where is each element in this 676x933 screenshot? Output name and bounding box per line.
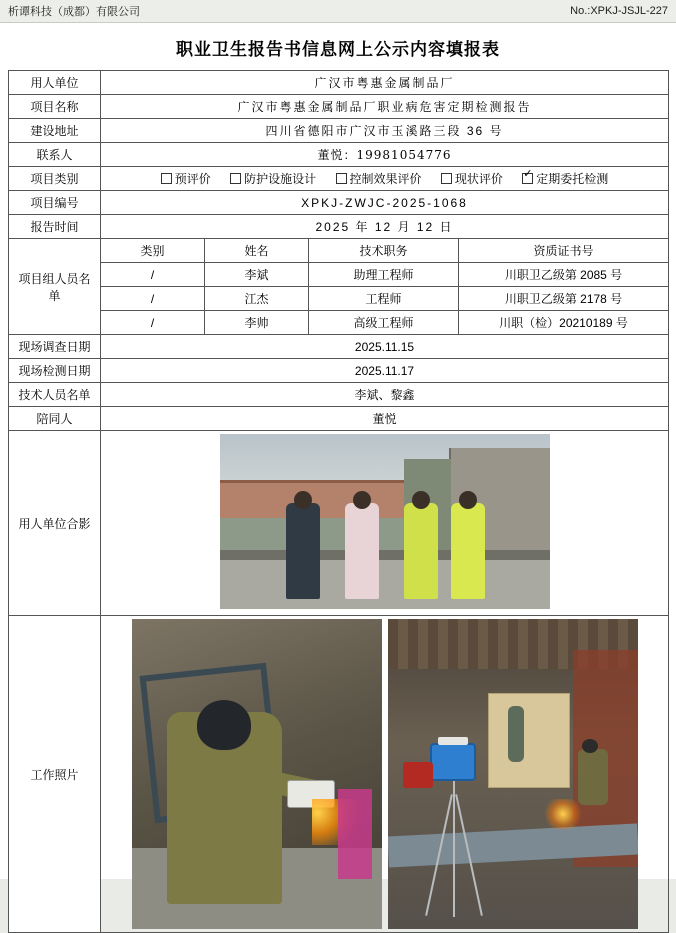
group-photo-cell xyxy=(101,431,669,616)
project-type-label: 项目类别 xyxy=(9,167,101,191)
team-member-title: 助理工程师 xyxy=(309,263,459,287)
team-member-cert: 川职卫乙级第 2085 号 xyxy=(459,263,669,287)
employer-label: 用人单位 xyxy=(9,71,101,95)
group-photo-label: 用人单位合影 xyxy=(9,431,101,616)
checkbox-option-periodic-test[interactable] xyxy=(522,170,608,187)
table-row xyxy=(9,119,669,143)
work-photo-instrument-image xyxy=(388,619,638,929)
address-value: 四川省德阳市广汉市玉溪路三段 36 号 xyxy=(101,119,669,143)
checkbox-icon[interactable] xyxy=(336,173,347,184)
work-photo-label: 工作照片 xyxy=(9,616,101,933)
project-number-label: 项目编号 xyxy=(9,191,101,215)
project-number-value: XPKJ-ZWJC-2025-1068 xyxy=(101,191,669,215)
tech-staff-value: 李斌、黎鑫 xyxy=(101,383,669,407)
team-member-title: 高级工程师 xyxy=(309,311,459,335)
test-date-label: 现场检测日期 xyxy=(9,359,101,383)
work-photo-grinding-image xyxy=(132,619,382,929)
address-label: 建设地址 xyxy=(9,119,101,143)
report-form-table xyxy=(8,70,669,933)
team-member-category: / xyxy=(101,311,205,335)
team-member-title: 工程师 xyxy=(309,287,459,311)
team-member-name: 江杰 xyxy=(205,287,309,311)
team-member-cert: 川职卫乙级第 2178 号 xyxy=(459,287,669,311)
table-row xyxy=(9,335,669,359)
table-row xyxy=(9,143,669,167)
table-row xyxy=(9,263,669,287)
team-header-name: 姓名 xyxy=(205,239,309,263)
survey-date-label: 现场调查日期 xyxy=(9,335,101,359)
team-member-cert: 川职（检）20210189 号 xyxy=(459,311,669,335)
table-row xyxy=(9,239,669,263)
team-label: 项目组人员名单 xyxy=(9,239,101,335)
table-row xyxy=(9,191,669,215)
survey-date-value: 2025.11.15 xyxy=(101,335,669,359)
checkbox-option-control-effect[interactable] xyxy=(336,170,422,187)
table-row xyxy=(9,215,669,239)
checkbox-label: 控制效果评价 xyxy=(349,172,422,186)
team-header-cert: 资质证书号 xyxy=(459,239,669,263)
team-header-category: 类别 xyxy=(101,239,205,263)
work-photo-cell xyxy=(101,616,669,933)
contact-value: 董悦：19981054776 xyxy=(101,143,669,167)
page-title: 职业卫生报告书信息网上公示内容填报表 xyxy=(176,40,500,59)
document-number: No.:XPKJ-JSJL-227 xyxy=(570,5,668,17)
table-row xyxy=(9,359,669,383)
employer-value: 广汉市粤惠金属制品厂 xyxy=(101,71,669,95)
project-name-value: 广汉市粤惠金属制品厂职业病危害定期检测报告 xyxy=(101,95,669,119)
test-date-value: 2025.11.17 xyxy=(101,359,669,383)
checkbox-label: 预评价 xyxy=(174,172,211,186)
tech-staff-label: 技术人员名单 xyxy=(9,383,101,407)
table-row xyxy=(9,616,669,933)
checkbox-icon[interactable] xyxy=(230,173,241,184)
project-name-label: 项目名称 xyxy=(9,95,101,119)
table-row xyxy=(9,95,669,119)
table-row xyxy=(9,311,669,335)
team-member-name: 李斌 xyxy=(205,263,309,287)
escort-value: 董悦 xyxy=(101,407,669,431)
table-row xyxy=(9,431,669,616)
team-header-title: 技术职务 xyxy=(309,239,459,263)
team-member-category: / xyxy=(101,287,205,311)
table-row xyxy=(9,383,669,407)
checkbox-option-protection-design[interactable] xyxy=(230,170,316,187)
group-photo-image xyxy=(220,434,550,609)
checkbox-label: 防护设施设计 xyxy=(244,172,317,186)
table-row xyxy=(9,167,669,191)
checkbox-label: 定期委托检测 xyxy=(536,172,609,186)
checkbox-option-status-evaluation[interactable] xyxy=(441,170,503,187)
team-member-name: 李帅 xyxy=(205,311,309,335)
report-time-value: 2025 年 12 月 12 日 xyxy=(101,215,669,239)
escort-label: 陪同人 xyxy=(9,407,101,431)
checkbox-option-preassessment[interactable] xyxy=(161,170,211,187)
table-row xyxy=(9,407,669,431)
table-row xyxy=(9,287,669,311)
checkbox-icon[interactable] xyxy=(441,173,452,184)
checkbox-checked-icon[interactable] xyxy=(522,173,533,184)
document-header-bar xyxy=(0,0,676,23)
table-row xyxy=(9,71,669,95)
contact-label: 联系人 xyxy=(9,143,101,167)
checkbox-label: 现状评价 xyxy=(454,172,503,186)
report-time-label: 报告时间 xyxy=(9,215,101,239)
checkbox-icon[interactable] xyxy=(161,173,172,184)
project-type-options xyxy=(101,167,669,191)
company-name: 析谭科技（成都）有限公司 xyxy=(8,6,140,18)
team-member-category: / xyxy=(101,263,205,287)
form-sheet xyxy=(0,35,676,879)
